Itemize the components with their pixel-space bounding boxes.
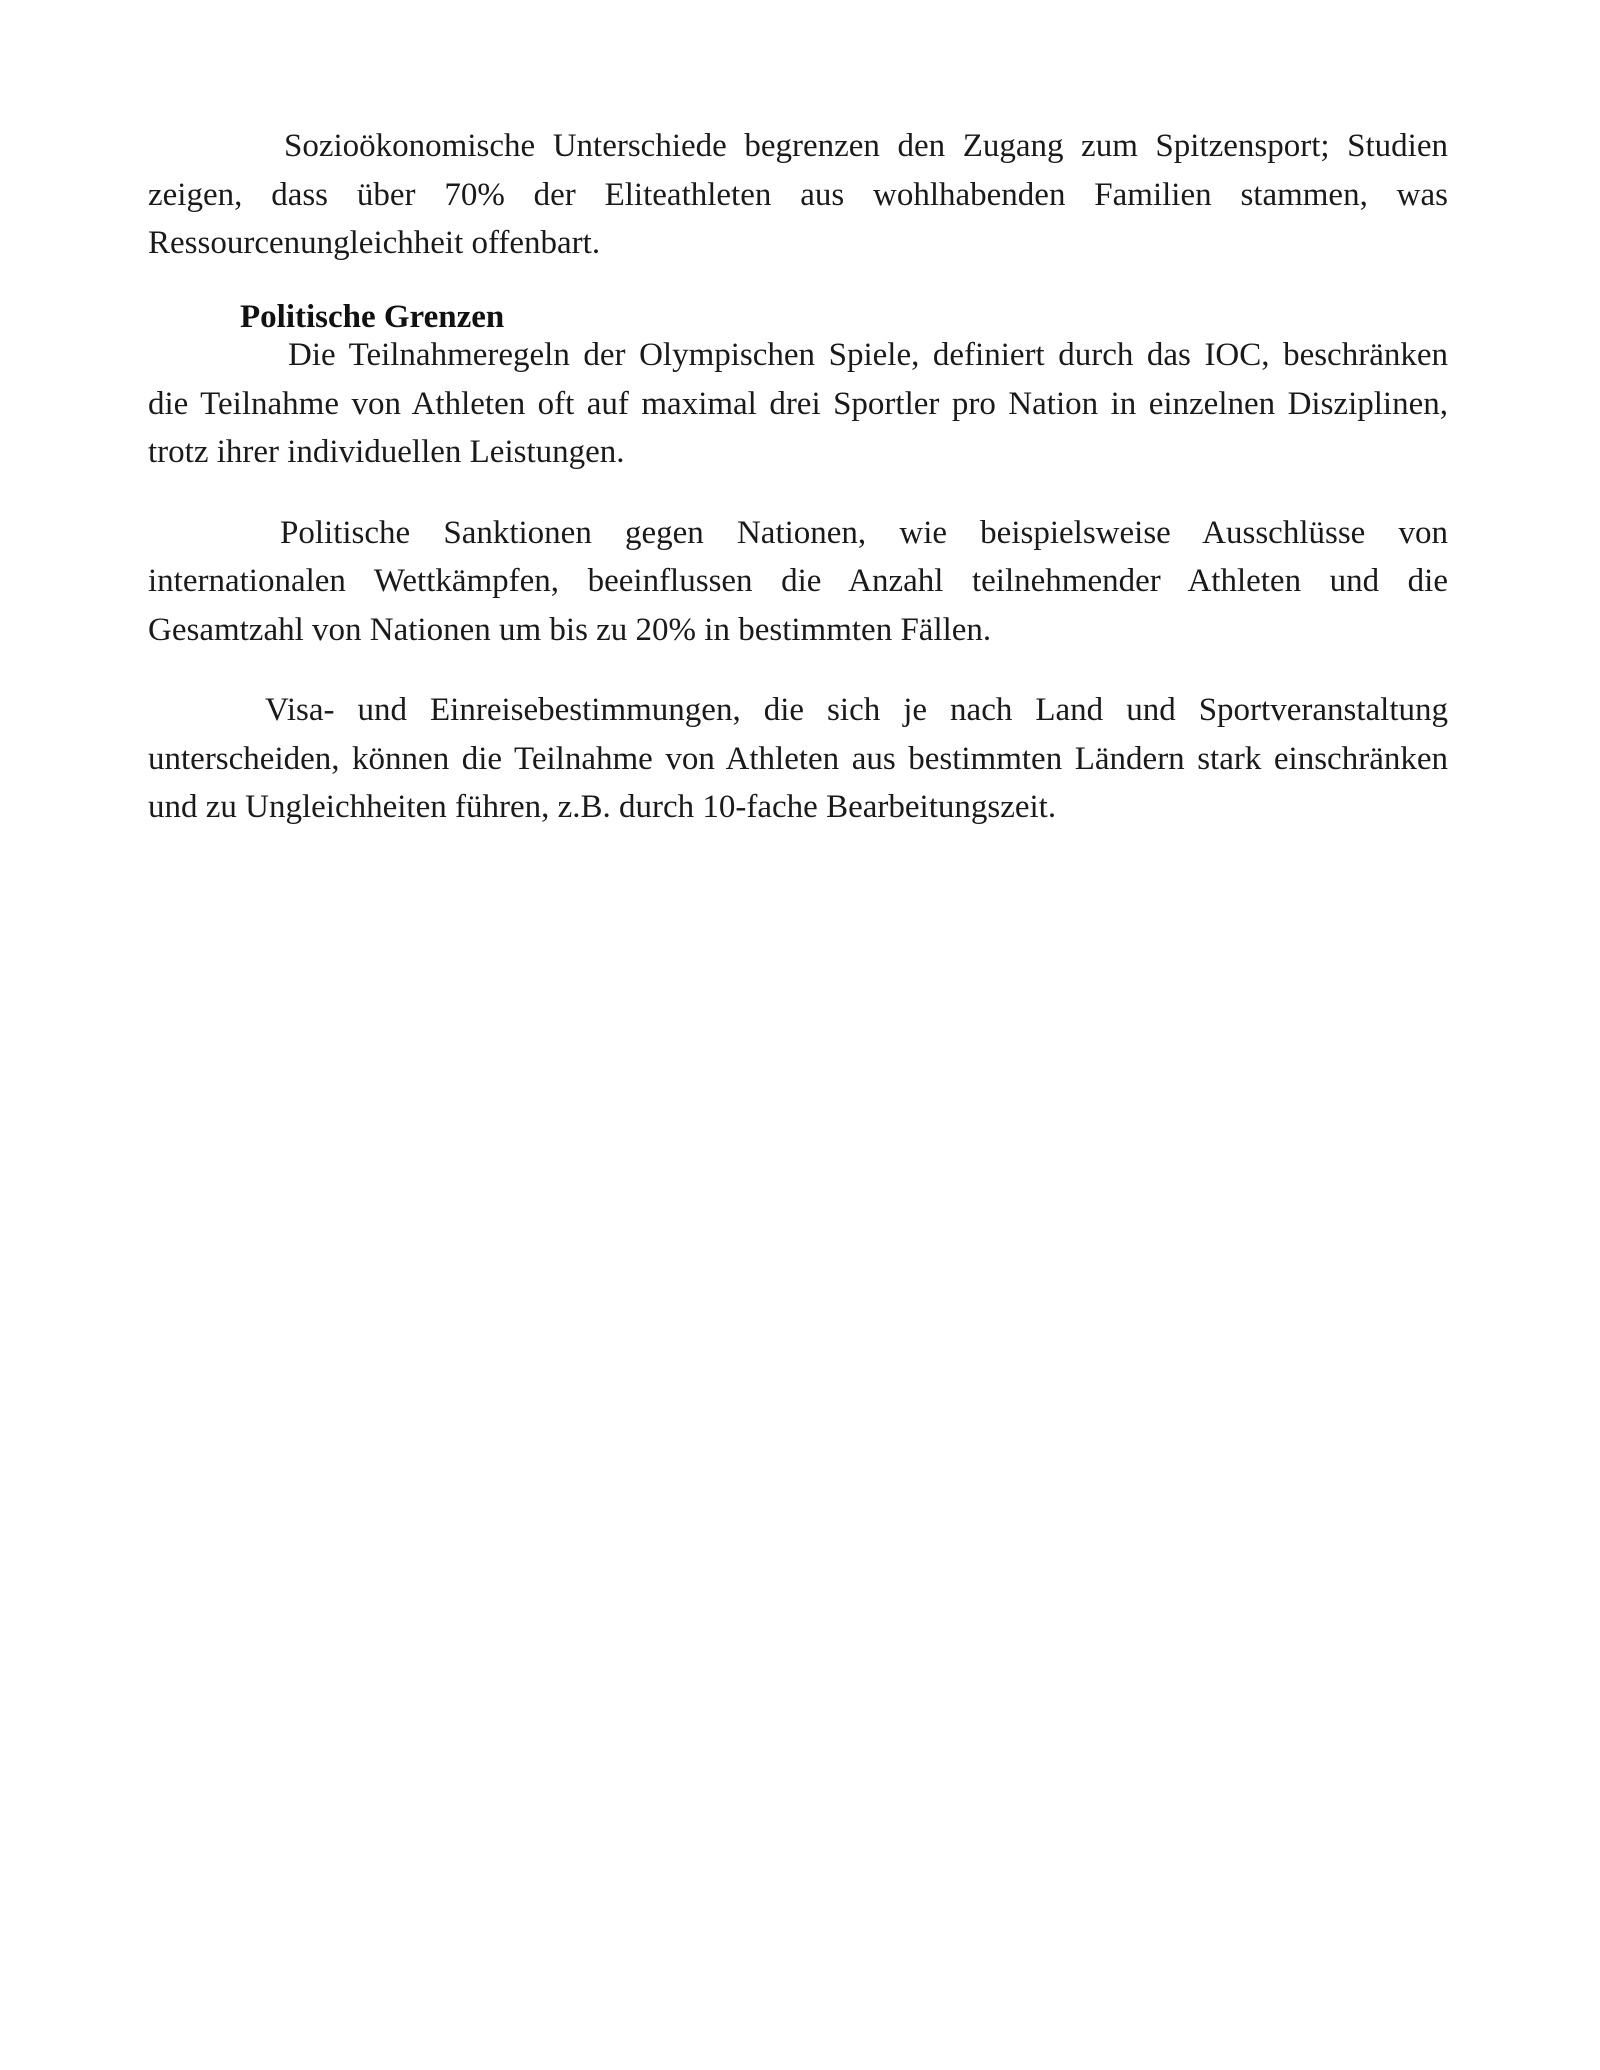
document-body bbox=[148, 122, 1448, 832]
paragraph-political-sanctions: Politische Sanktionen gegen Nationen, wie beispielsweise Ausschlüsse von internationalen Wettkämpfen, beeinflussen die Anzahl teilnehmender Athleten und die Gesamtzahl von Nationen um bis zu 20% in bestimmten Fällen. bbox=[148, 514, 1448, 648]
paragraph-socioeconomic: Sozioökonomische Unterschiede begrenzen den Zugang zum Spitzensport; Studien zeigen, dass über 70% der Eliteathleten aus wohlhabenden Familien stammen, was Ressourcenungleichheit offenbart. bbox=[148, 128, 1448, 261]
paragraph-olympic-rules: Die Teilnahmeregeln der Olympischen Spiele, definiert durch das IOC, beschränken die Teilnahme von Athleten oft auf maximal drei Sportler pro Nation in einzelnen Disziplinen, trotz ihrer individuellen Leistungen. bbox=[148, 337, 1448, 470]
paragraph-visa-regulations: Visa- und Einreisebestimmungen, die sich je nach Land und Sportveranstaltung unterscheiden, können die Teilnahme von Athleten aus bestimmten Ländern stark einschränken und zu Ungleichheiten führen, z.B. durch 10-fache Bearbeitungszeit. bbox=[148, 692, 1448, 825]
section-heading: Politische Grenzen bbox=[240, 298, 505, 335]
